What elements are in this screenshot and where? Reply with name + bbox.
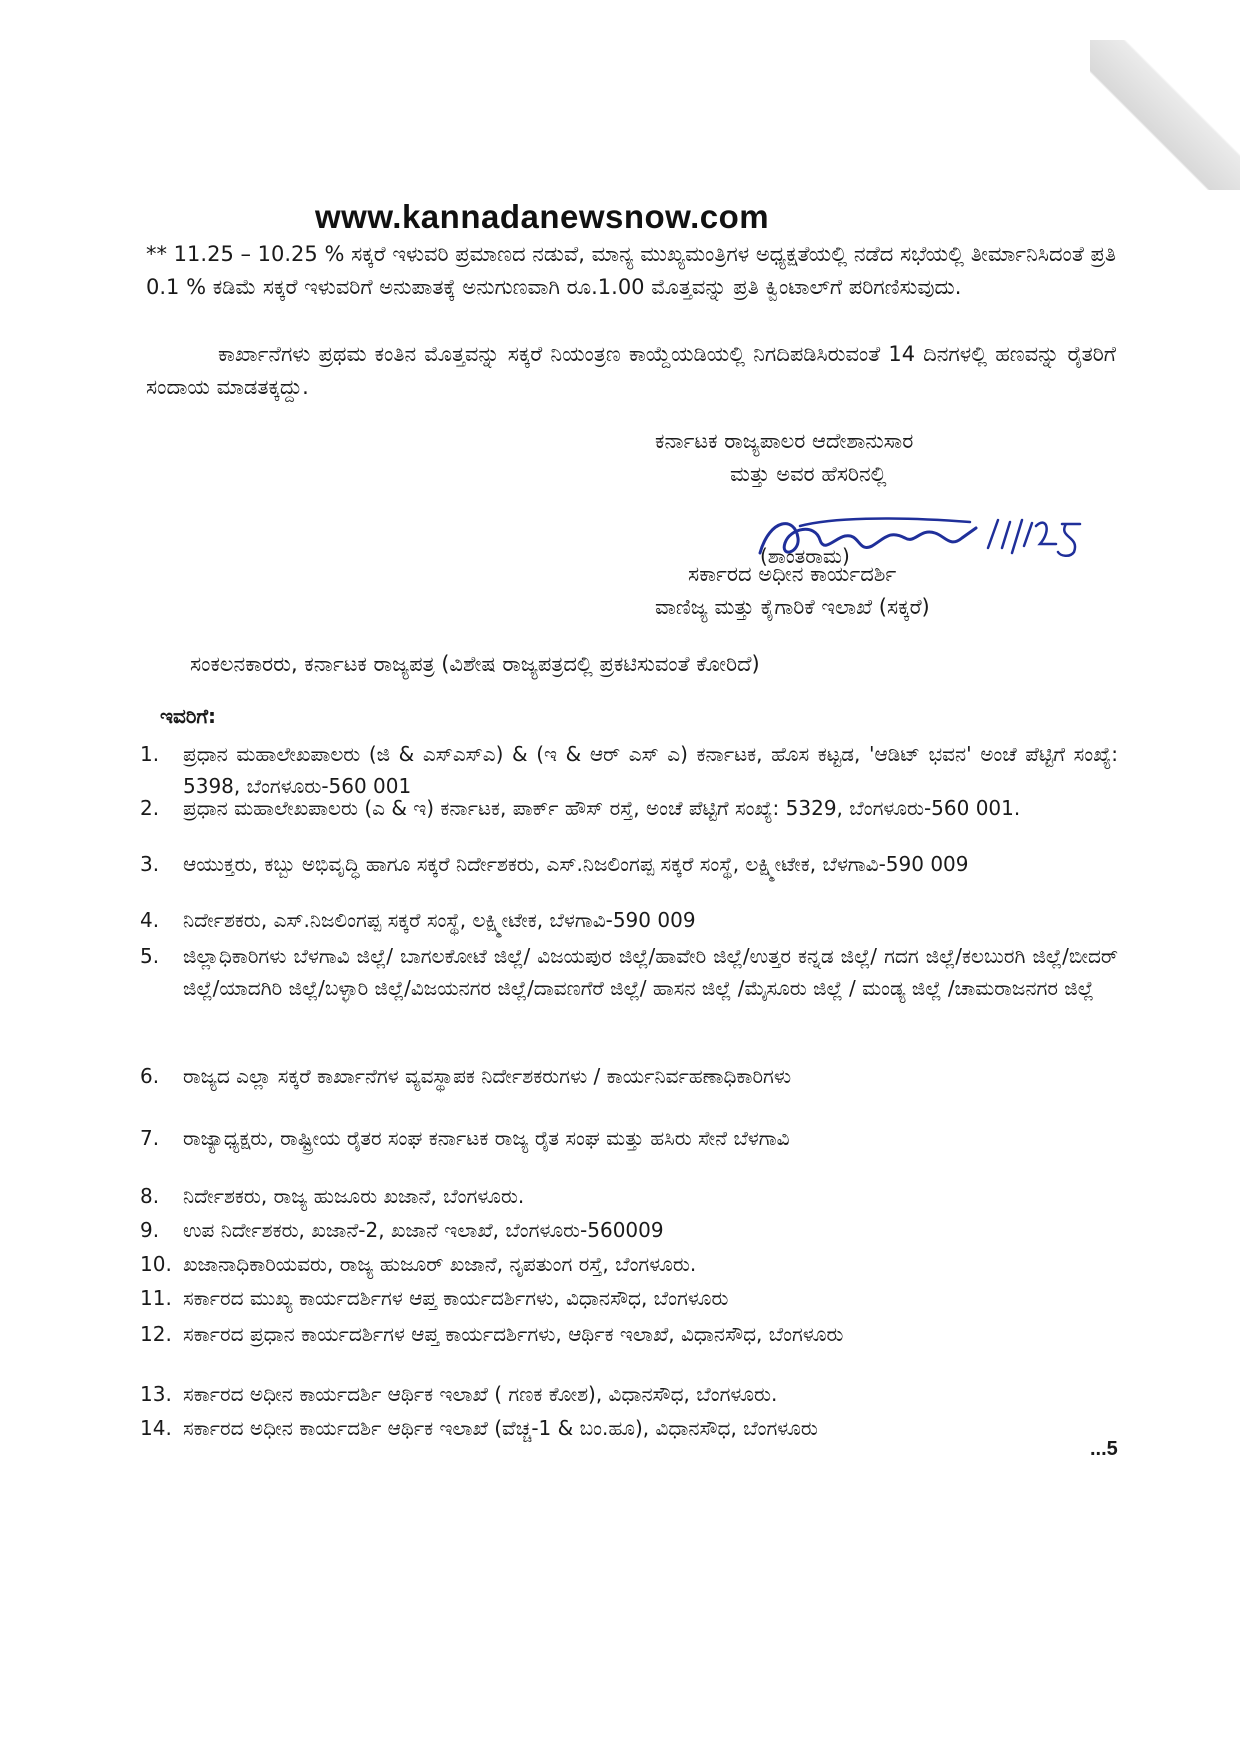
recipient-number: 11.	[140, 1286, 172, 1310]
recipient-number: 10.	[140, 1252, 172, 1276]
recipients-heading: ಇವರಿಗೆ:	[160, 704, 217, 728]
recipient-number: 5.	[140, 944, 160, 968]
recipient-text: ಜಿಲ್ಲಾಧಿಕಾರಿಗಳು ಬೆಳಗಾವಿ ಜಿಲ್ಲೆ/ ಬಾಗಲಕೋಟೆ ಜಿಲ್ಲೆ/ ವಿಜಯಪುರ ಜಿಲ್ಲೆ/ಹಾವೇರಿ ಜಿಲ್ಲೆ/ಉತ್ತರ ಕನ್ನಡ ಜಿಲ್ಲೆ/ ಗದಗ ಜಿಲ್ಲೆ/ಕಲಬುರಗಿ ಜಿಲ್ಲೆ/ಬೀದರ್ ಜಿಲ್ಲೆ/ಯಾದಗಿರಿ ಜಿಲ್ಲೆ/ಬಳ್ಳಾರಿ ಜಿಲ್ಲೆ/ವಿಜಯನಗರ ಜಿಲ್ಲೆ/ದಾವಣಗೆರೆ ಜಿಲ್ಲೆ/ ಹಾಸನ ಜಿಲ್ಲೆ /ಮೈಸೂರು ಜಿಲ್ಲೆ / ಮಂಡ್ಯ ಜಿಲ್ಲೆ /ಚಾಮರಾಜನಗರ ಜಿಲ್ಲೆ	[183, 944, 1118, 1000]
yield-rate-paragraph: ** 11.25 – 10.25 % ಸಕ್ಕರೆ ಇಳುವರಿ ಪ್ರಮಾಣದ ನಡುವೆ, ಮಾನ್ಯ ಮುಖ್ಯಮಂತ್ರಿಗಳ ಅಧ್ಯಕ್ಷತೆಯಲ್ಲಿ ನಡೆದ ಸಭೆಯಲ್ಲಿ ತೀರ್ಮಾನಿಸಿದಂತೆ ಪ್ರತಿ 0.1 % ಕಡಿಮೆ ಸಕ್ಕರೆ ಇಳುವರಿಗೆ ಅನುಪಾತಕ್ಕೆ ಅನುಗುಣವಾಗಿ ರೂ.1.00 ಮೊತ್ತವನ್ನು ಪ್ರತಿ ಕ್ವಿಂಟಾಲ್‌ಗೆ ಪರಿಗಣಿಸುವುದು.	[146, 242, 1116, 299]
recipient-number: 14.	[140, 1416, 172, 1440]
recipient-text: ಆಯುಕ್ತರು, ಕಬ್ಬು ಅಭಿವೃದ್ಧಿ ಹಾಗೂ ಸಕ್ಕರೆ ನಿರ್ದೇಶಕರು, ಎಸ್.ನಿಜಲಿಂಗಪ್ಪ ಸಕ್ಕರೆ ಸಂಸ್ಥೆ, ಲಕ್ಷ್ಮೀಟೇಕ, ಬೆಳಗಾವಿ-590 009	[183, 852, 969, 876]
recipient-text: ಸರ್ಕಾರದ ಪ್ರಧಾನ ಕಾರ್ಯದರ್ಶಿಗಳ ಆಪ್ತ ಕಾರ್ಯದರ್ಶಿಗಳು, ಆರ್ಥಿಕ ಇಲಾಖೆ, ವಿಧಾನಸೌಧ, ಬೆಂಗಳೂರು	[183, 1322, 844, 1346]
recipient-number: 1.	[140, 742, 160, 766]
authority-line-2: ಮತ್ತು ಅವರ ಹೆಸರಿನಲ್ಲಿ	[730, 462, 887, 486]
recipient-number: 7.	[140, 1126, 160, 1150]
recipient-text: ಸರ್ಕಾರದ ಅಧೀನ ಕಾರ್ಯದರ್ಶಿ ಆರ್ಥಿಕ ಇಲಾಖೆ ( ಗಣಕ ಕೋಶ), ವಿಧಾನಸೌಧ, ಬೆಂಗಳೂರು.	[183, 1382, 778, 1406]
recipient-text: ಸರ್ಕಾರದ ಅಧೀನ ಕಾರ್ಯದರ್ಶಿ ಆರ್ಥಿಕ ಇಲಾಖೆ (ವೆಚ್ಚ-1 & ಬಂ.ಹೂ), ವಿಧಾನಸೌಧ, ಬೆಂಗಳೂರು	[183, 1416, 818, 1440]
recipient-number: 3.	[140, 852, 160, 876]
recipient-text: ಪ್ರಧಾನ ಮಹಾಲೇಖಪಾಲರು (ಜಿ & ಎಸ್‌ಎಸ್‌ಎ) & (ಇ & ಆರ್ ಎಸ್ ಎ) ಕರ್ನಾಟಕ, ಹೊಸ ಕಟ್ಟಡ, 'ಆಡಿಟ್ ಭವನ' ಅಂಚೆ ಪೆಟ್ಟಿಗೆ ಸಂಖ್ಯೆ: 5398, ಬೆಂಗಳೂರು-560 001	[183, 742, 1118, 798]
recipient-number: 9.	[140, 1218, 160, 1242]
recipient-text: ನಿರ್ದೇಶಕರು, ರಾಜ್ಯ ಹುಜೂರು ಖಜಾನೆ, ಬೆಂಗಳೂರು.	[183, 1184, 525, 1208]
recipient-number: 6.	[140, 1064, 160, 1088]
payment-paragraph: ಕಾರ್ಖಾನೆಗಳು ಪ್ರಥಮ ಕಂತಿನ ಮೊತ್ತವನ್ನು ಸಕ್ಕರೆ ನಿಯಂತ್ರಣ ಕಾಯ್ದೆಯಡಿಯಲ್ಲಿ ನಿಗದಿಪಡಿಸಿರುವಂತೆ 14 ದಿನಗಳಲ್ಲಿ ಹಣವನ್ನು ರೈತರಿಗೆ ಸಂದಾಯ ಮಾಡತಕ್ಕದ್ದು.	[146, 342, 1116, 399]
recipient-text: ಖಜಾನಾಧಿಕಾರಿಯವರು, ರಾಜ್ಯ ಹುಜೂರ್ ಖಜಾನೆ, ನೃಪತುಂಗ ರಸ್ತೆ, ಬೆಂಗಳೂರು.	[183, 1252, 697, 1276]
compiler-line: ಸಂಕಲನಕಾರರು, ಕರ್ನಾಟಕ ರಾಜ್ಯಪತ್ರ (ವಿಶೇಷ ರಾಜ್ಯಪತ್ರದಲ್ಲಿ ಪ್ರಕಟಿಸುವಂತೆ ಕೋರಿದೆ)	[190, 652, 760, 676]
recipient-text: ಉಪ ನಿರ್ದೇಶಕರು, ಖಜಾನೆ-2, ಖಜಾನೆ ಇಲಾಖೆ, ಬೆಂಗಳೂರು-560009	[183, 1218, 664, 1242]
recipient-number: 13.	[140, 1382, 172, 1406]
recipient-text: ರಾಜ್ಯದ ಎಲ್ಲಾ ಸಕ್ಕರೆ ಕಾರ್ಖಾನೆಗಳ ವ್ಯವಸ್ಥಾಪಕ ನಿರ್ದೇಶಕರುಗಳು / ಕಾರ್ಯನಿರ್ವಹಣಾಧಿಕಾರಿಗಳು	[183, 1064, 792, 1088]
signer-department: ವಾಣಿಜ್ಯ ಮತ್ತು ಕೈಗಾರಿಕೆ ಇಲಾಖೆ (ಸಕ್ಕರೆ)	[655, 595, 930, 619]
recipient-text: ಪ್ರಧಾನ ಮಹಾಲೇಖಪಾಲರು (ಎ & ಇ) ಕರ್ನಾಟಕ, ಪಾರ್ಕ್ ಹೌಸ್ ರಸ್ತೆ, ಅಂಚೆ ಪೆಟ್ಟಿಗೆ ಸಂಖ್ಯೆ: 5329, ಬೆಂಗಳೂರು-560 001.	[183, 796, 1021, 820]
recipient-number: 2.	[140, 796, 160, 820]
recipient-text: ಸರ್ಕಾರದ ಮುಖ್ಯ ಕಾರ್ಯದರ್ಶಿಗಳ ಆಪ್ತ ಕಾರ್ಯದರ್ಶಿಗಳು, ವಿಧಾನಸೌಧ, ಬೆಂಗಳೂರು	[183, 1286, 729, 1310]
next-page-marker: ...5	[1090, 1438, 1118, 1460]
recipient-number: 8.	[140, 1184, 160, 1208]
page-corner-fold	[1090, 40, 1240, 190]
authority-line-1: ಕರ್ನಾಟಕ ರಾಜ್ಯಪಾಲರ ಆದೇಶಾನುಸಾರ	[655, 429, 914, 453]
recipient-number: 12.	[140, 1322, 172, 1346]
signer-name: (ಶಾಂತರಾಮ)	[760, 544, 850, 568]
recipient-text: ನಿರ್ದೇಶಕರು, ಎಸ್.ನಿಜಲಿಂಗಪ್ಪ ಸಕ್ಕರೆ ಸಂಸ್ಥೆ, ಲಕ್ಷ್ಮೀಟೇಕ, ಬೆಳಗಾವಿ-590 009	[183, 908, 696, 932]
recipient-text: ರಾಜ್ಯಾಧ್ಯಕ್ಷರು, ರಾಷ್ಟ್ರೀಯ ರೈತರ ಸಂಘ ಕರ್ನಾಟಕ ರಾಜ್ಯ ರೈತ ಸಂಘ ಮತ್ತು ಹಸಿರು ಸೇನೆ ಬೆಳಗಾವಿ	[183, 1126, 790, 1150]
signer-designation: ಸರ್ಕಾರದ ಅಧೀನ ಕಾರ್ಯದರ್ಶಿ	[688, 562, 897, 586]
recipient-number: 4.	[140, 908, 160, 932]
website-watermark: www.kannadanewsnow.com	[315, 198, 770, 235]
